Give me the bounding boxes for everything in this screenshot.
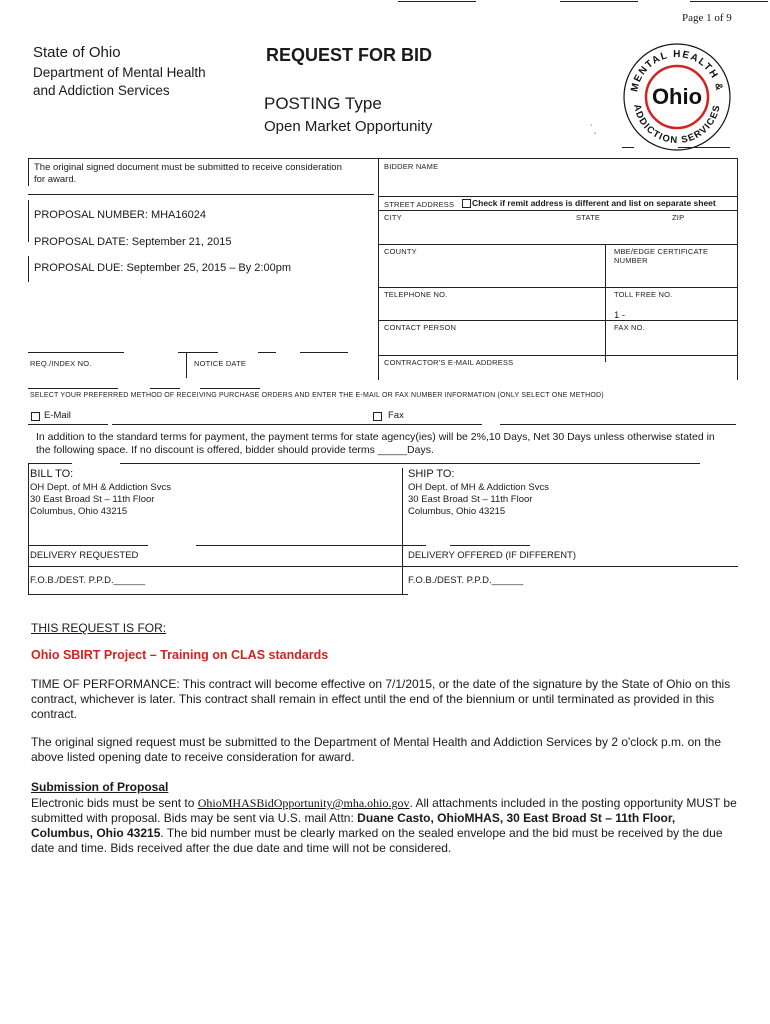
notice-date-line — [258, 352, 276, 353]
scan-line — [150, 388, 180, 389]
proposal-number: PROPOSAL NUMBER: MHA16024 — [34, 209, 206, 221]
notice-date-label: NOTICE DATE — [194, 359, 247, 368]
grid-line — [378, 244, 737, 245]
form-left-border — [28, 158, 29, 186]
req-index-line — [28, 352, 124, 353]
scan-mark: ˙ˌ — [590, 124, 597, 135]
city-label[interactable]: CITY — [384, 213, 402, 222]
form-left-border — [28, 200, 29, 242]
proposal-date: PROPOSAL DATE: September 21, 2015 — [34, 236, 232, 248]
email-option-checkbox[interactable] — [31, 412, 40, 421]
original-signed-note: The original signed request must be submitted to the Department of Mental Health and Addiction Services by 2 o'clock p.m. on the above listed opening date to receive consideration for award. — [31, 735, 721, 764]
ship-to-line-3: Columbus, Ohio 43215 — [408, 506, 506, 517]
email-option-label[interactable]: E-Mail — [44, 410, 71, 421]
grid-line — [378, 196, 737, 197]
scan-line — [196, 545, 426, 546]
scan-line — [500, 424, 736, 425]
scan-line — [678, 147, 730, 148]
ship-to-line-1: OH Dept. of MH & Addiction Svcs — [408, 482, 549, 493]
delivery-divider — [28, 566, 738, 567]
left-divider — [28, 194, 374, 195]
proposal-due: PROPOSAL DUE: September 25, 2015 – By 2:00pm — [34, 262, 292, 274]
delivery-requested-label[interactable]: DELIVERY REQUESTED — [30, 550, 139, 561]
bill-to-line-1: OH Dept. of MH & Addiction Svcs — [30, 482, 171, 493]
time-of-performance: TIME OF PERFORMANCE: This contract will become effective on 7/1/2015, or the date of the signature by the State of Ohio on this contract, whichever is later. This contract shall remain in effect until the end of the biennium or until terminated as provided in this contract. — [31, 677, 731, 721]
bill-to-line-2: 30 East Broad St – 11th Floor — [30, 494, 155, 505]
state-label[interactable]: STATE — [576, 213, 601, 222]
scan-line — [28, 424, 108, 425]
grid-line — [378, 287, 737, 288]
county-label[interactable]: COUNTY — [384, 247, 417, 256]
req-index-label: REQ./INDEX NO. — [30, 359, 92, 368]
bidder-grid-left — [378, 158, 379, 380]
ohio-mhas-seal — [620, 40, 734, 154]
fob-right[interactable]: F.O.B./DEST. P.P.D.______ — [408, 575, 524, 586]
scan-line — [622, 147, 634, 148]
scan-line — [200, 388, 260, 389]
department-line-2: and Addiction Services — [33, 83, 170, 98]
ship-to-border — [402, 468, 403, 595]
seal-graphic — [620, 40, 734, 154]
seal-ring-top: MENTAL HEALTH & — [629, 48, 725, 93]
scan-line — [120, 463, 700, 464]
grid-line — [378, 210, 737, 211]
method-instruction: SELECT YOUR PREFERRED METHOD OF RECEIVING PURCHASE ORDERS AND ENTER THE E-MAIL OR FAX NUMBER INFORMATION (ONLY SELECT ONE METHOD) — [30, 392, 604, 399]
form-top-border — [28, 158, 738, 159]
fax-option-checkbox[interactable] — [373, 412, 382, 421]
project-title: Ohio SBIRT Project – Training on CLAS standards — [31, 648, 329, 662]
bill-to-line-3: Columbus, Ohio 43215 — [30, 506, 128, 517]
scan-line — [690, 1, 768, 2]
submission-text — [31, 796, 737, 856]
form-bottom-border — [28, 594, 408, 595]
scan-line — [28, 388, 118, 389]
bill-to-border — [28, 463, 29, 595]
request-heading: THIS REQUEST IS FOR: — [31, 621, 167, 635]
delivery-offered-label[interactable]: DELIVERY OFFERED (IF DIFFERENT) — [408, 550, 577, 561]
submission-address: Duane Casto, OhioMHAS, 30 East Broad St – 11th Floor, Columbus, Ohio 43215 — [31, 811, 676, 840]
fax-option-label[interactable]: Fax — [388, 410, 404, 421]
toll-free-value: 1 - — [614, 310, 626, 321]
street-address-label[interactable]: STREET ADDRESS — [384, 200, 455, 209]
bid-email-link[interactable]: OhioMHASBidOpportunity@mha.ohio.gov — [197, 796, 410, 810]
mbe-certificate-label[interactable]: MBE/EDGE CERTIFICATE NUMBER — [614, 247, 709, 265]
signed-note: The original signed document must be submitted to receive consideration for award. — [34, 162, 342, 185]
submission-part-3: . The bid number must be clearly marked on the sealed envelope and the bid must be received by the due date and time. Bids received after the due date and time will not be considered. — [31, 826, 723, 855]
ship-to-label: SHIP TO: — [408, 468, 455, 480]
remit-checkbox[interactable] — [462, 199, 471, 208]
scan-line — [398, 1, 476, 2]
submission-part-1: Electronic bids must be sent to — [31, 796, 198, 810]
grid-col-divider — [605, 244, 606, 362]
scan-line — [112, 424, 482, 425]
page-number: Page 1 of 9 — [682, 12, 732, 24]
grid-line — [378, 320, 737, 321]
submission-heading: Submission of Proposal — [31, 780, 169, 794]
bidder-name-label[interactable]: BIDDER NAME — [384, 162, 439, 171]
seal-ring-bottom: ADDICTION SERVICES — [631, 103, 723, 147]
seal-center-text: Ohio — [651, 84, 703, 109]
state-name: State of Ohio — [33, 44, 121, 61]
posting-type: POSTING Type — [264, 94, 382, 113]
ship-to-line-2: 30 East Broad St – 11th Floor — [408, 494, 533, 505]
bidder-grid-right — [737, 158, 738, 380]
payment-terms: In addition to the standard terms for payment, the payment terms for state agency(ies) will be 2%,10 Days, Net 30 Days unless otherwise stated in the following space. If no discount is offered, bidder should provide terms _____Days. — [36, 431, 715, 456]
department-line-1: Department of Mental Health — [33, 65, 206, 80]
submission-part-2: . All attachments included in the posting opportunity MUST be submitted with proposal. Bids may be sent via U.S. mail Attn: — [31, 796, 737, 825]
remit-note: Check if remit address is different and list on separate sheet — [472, 198, 716, 208]
toll-free-label[interactable]: TOLL FREE NO. — [614, 290, 673, 299]
notice-date-divider — [186, 352, 187, 378]
bill-to-label: BILL TO: — [30, 468, 74, 480]
contact-person-label[interactable]: CONTACT PERSON — [384, 323, 457, 332]
fob-left[interactable]: F.O.B./DEST. P.P.D.______ — [30, 575, 146, 586]
notice-date-line — [300, 352, 348, 353]
form-left-border — [28, 256, 29, 282]
grid-line — [378, 355, 737, 356]
fax-label[interactable]: FAX NO. — [614, 323, 645, 332]
scan-line — [28, 545, 148, 546]
scan-line — [450, 545, 530, 546]
zip-label[interactable]: ZIP — [672, 213, 685, 222]
email-address-label[interactable]: CONTRACTOR'S E-MAIL ADDRESS — [384, 358, 514, 367]
page-title: REQUEST FOR BID — [266, 45, 433, 65]
notice-date-line — [178, 352, 218, 353]
scan-line — [560, 1, 638, 2]
opportunity-type: Open Market Opportunity — [264, 118, 433, 135]
telephone-label[interactable]: TELEPHONE NO. — [384, 290, 448, 299]
scan-line — [28, 463, 72, 464]
